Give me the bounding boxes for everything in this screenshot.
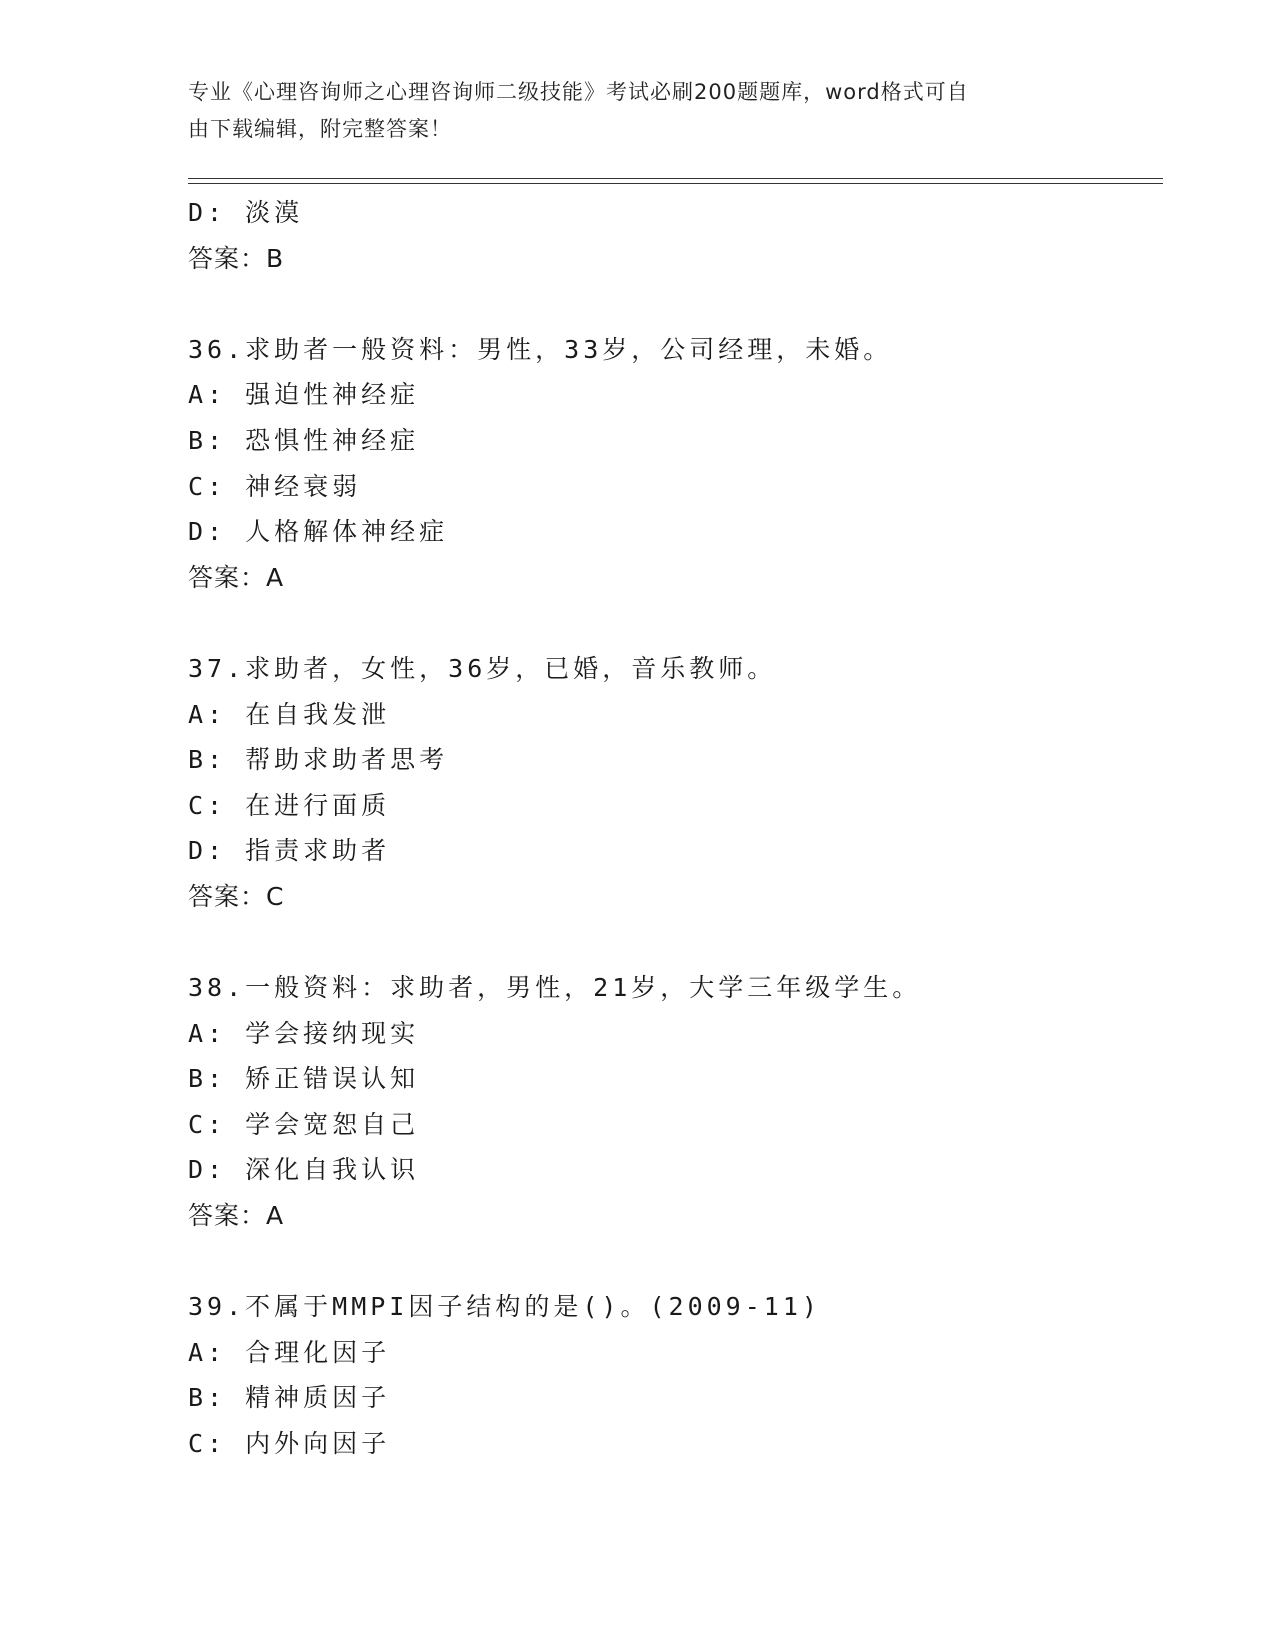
answer-line: 答案：A bbox=[188, 562, 285, 592]
option-item: B: 恐惧性神经症 bbox=[188, 425, 420, 455]
header-divider-top bbox=[188, 178, 1163, 179]
question-block bbox=[188, 965, 1148, 1239]
option-item: A: 强迫性神经症 bbox=[188, 380, 420, 410]
option-item: A: 学会接纳现实 bbox=[188, 1018, 420, 1048]
header-divider-bottom bbox=[188, 183, 1163, 184]
option-item: B: 精神质因子 bbox=[188, 1383, 391, 1413]
option-item: D: 指责求助者 bbox=[188, 836, 391, 866]
option-item: D: 人格解体神经症 bbox=[188, 517, 449, 547]
option-item: D: 深化自我认识 bbox=[188, 1155, 420, 1185]
option-item: C: 在进行面质 bbox=[188, 790, 391, 820]
option-item: C: 学会宽恕自己 bbox=[188, 1109, 420, 1139]
option-item: D: 淡漠 bbox=[188, 198, 304, 227]
question-block bbox=[188, 190, 1148, 281]
option-item: C: 神经衰弱 bbox=[188, 471, 362, 501]
block-spacer bbox=[188, 1239, 1148, 1285]
answer-line: 答案：A bbox=[188, 1201, 285, 1231]
question-text: 36.求助者一般资料：男性，33岁，公司经理，未婚。 bbox=[188, 334, 893, 364]
document-header bbox=[188, 74, 1088, 148]
answer-line: 答案：C bbox=[188, 881, 285, 911]
question-text: 39.不属于MMPI因子结构的是()。(2009-11) bbox=[188, 1292, 821, 1322]
option-item: C: 内外向因子 bbox=[188, 1429, 391, 1459]
block-spacer bbox=[188, 920, 1148, 966]
question-text: 38.一般资料：求助者，男性，21岁，大学三年级学生。 bbox=[188, 973, 922, 1003]
block-spacer bbox=[188, 281, 1148, 327]
question-text: 37.求助者，女性，36岁，已婚，音乐教师。 bbox=[188, 653, 777, 683]
header-line-1: 专业《心理咨询师之心理咨询师二级技能》考试必刷200题题库，word格式可自 bbox=[188, 80, 969, 104]
option-item: B: 帮助求助者思考 bbox=[188, 745, 449, 775]
option-item: B: 矫正错误认知 bbox=[188, 1064, 420, 1094]
block-spacer bbox=[188, 600, 1148, 646]
answer-line: 答案：B bbox=[188, 243, 285, 273]
question-block bbox=[188, 1284, 1148, 1466]
question-list bbox=[188, 190, 1148, 1467]
option-item: A: 合理化因子 bbox=[188, 1337, 391, 1367]
question-block bbox=[188, 327, 1148, 601]
option-item: A: 在自我发泄 bbox=[188, 699, 391, 729]
question-block bbox=[188, 646, 1148, 920]
header-line-2: 由下载编辑，附完整答案！ bbox=[188, 117, 452, 141]
